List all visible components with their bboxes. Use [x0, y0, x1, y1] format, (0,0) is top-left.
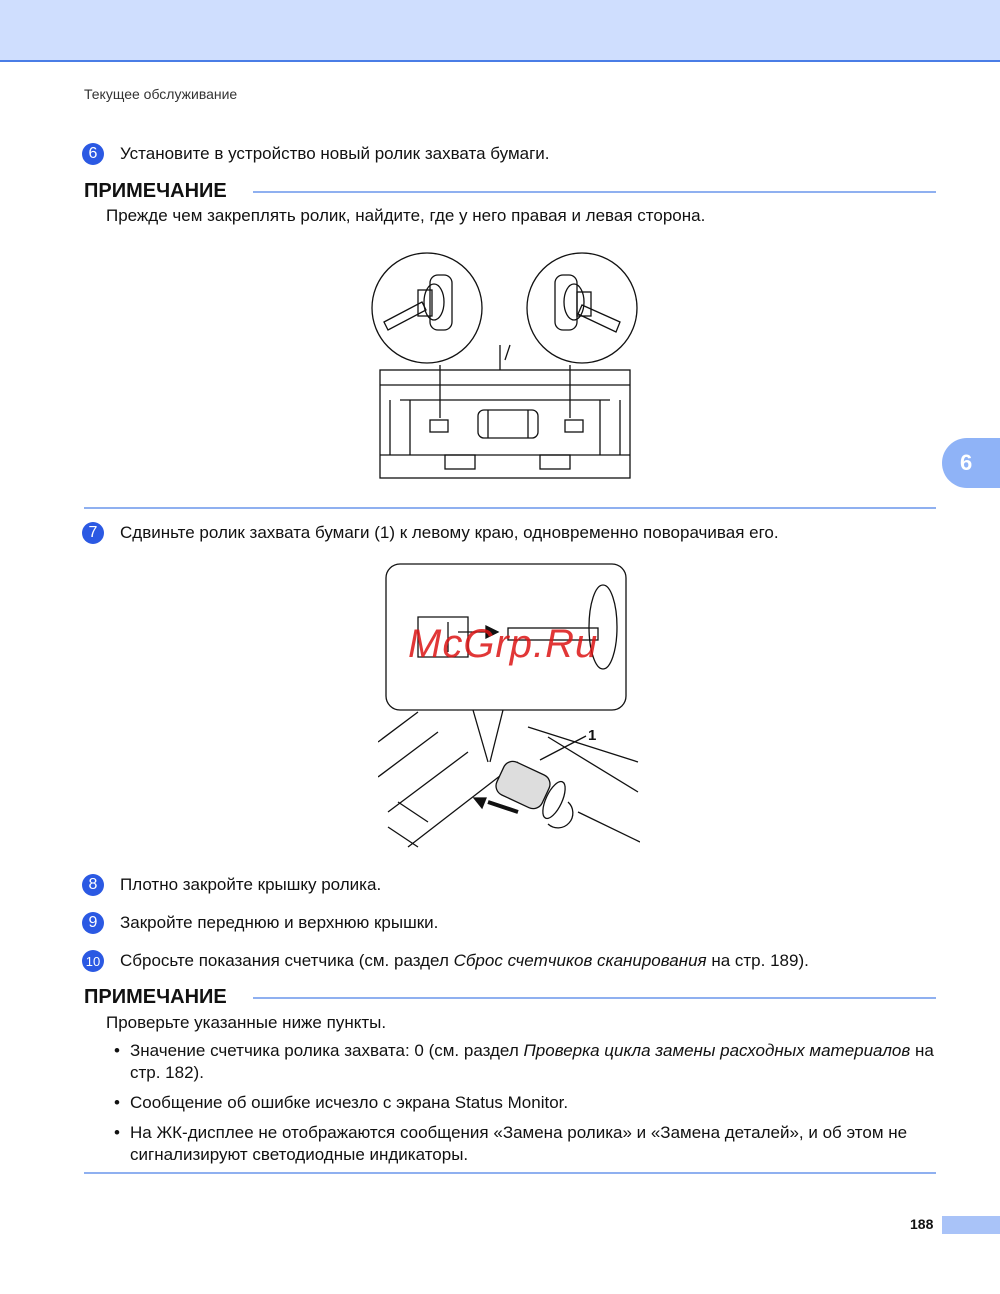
note-text: Прежде чем закреплять ролик, найдите, где у него правая и левая сторона.: [106, 206, 706, 225]
note-label: ПРИМЕЧАНИЕ: [84, 180, 227, 202]
section-divider: [84, 507, 936, 509]
scanner-interior: [378, 712, 640, 847]
roller-orientation-figure: [370, 250, 642, 480]
section-divider: [84, 1172, 936, 1174]
step-number-badge: 7: [82, 522, 104, 544]
step-text: Сбросьте показания счетчика (см. раздел Сброс счетчиков сканирования на стр. 189).: [120, 951, 809, 970]
step-number-badge: 9: [82, 912, 104, 934]
right-detail-circle: [527, 253, 637, 363]
note-label: ПРИМЕЧАНИЕ: [84, 986, 227, 1008]
roller-slide-figure: [378, 562, 640, 848]
page-number-bar: [942, 1216, 1000, 1234]
list-item: • Значение счетчика ролика захвата: 0 (см. раздел Проверка цикла замены расходных материалов на стр. 182).: [114, 1040, 934, 1084]
note-heading: [84, 180, 936, 203]
cross-reference-link[interactable]: Сброс счетчиков сканирования: [453, 951, 707, 970]
list-item: • На ЖК-дисплее не отображаются сообщения «Замена ролика» и «Замена деталей», и об этом не сигнализируют светодиодные индикаторы.: [114, 1122, 934, 1166]
step-7: [82, 522, 779, 544]
note-heading: [84, 986, 936, 1009]
list-item: • Сообщение об ошибке исчезло с экрана Status Monitor.: [114, 1092, 934, 1114]
watermark: McGrp.Ru: [408, 622, 599, 666]
header-band: [0, 0, 1000, 62]
note-rule: [253, 191, 936, 193]
scanner-body-outline: [380, 345, 630, 478]
section-title: Текущее обслуживание: [84, 86, 238, 102]
step-number-badge: 8: [82, 874, 104, 896]
step-6: [82, 143, 550, 165]
cross-reference-link[interactable]: Проверка цикла замены расходных материалов: [523, 1041, 911, 1060]
step-9: [82, 912, 438, 934]
step-8: [82, 874, 381, 896]
note-rule: [253, 997, 936, 999]
step-10: [82, 950, 809, 972]
step-text: Закройте переднюю и верхнюю крышки.: [120, 913, 439, 932]
note-intro: Проверьте указанные ниже пункты.: [106, 1013, 387, 1032]
step-text: Плотно закройте крышку ролика.: [120, 875, 382, 894]
left-detail-circle: [372, 253, 482, 363]
page-number: 188: [910, 1216, 934, 1232]
step-text: Установите в устройство новый ролик захвата бумаги.: [120, 144, 550, 163]
step-text: Сдвиньте ролик захвата бумаги (1) к левому краю, одновременно поворачивая его.: [120, 523, 779, 542]
chapter-tab: 6: [942, 438, 1000, 488]
step-number-badge: 10: [82, 950, 104, 972]
check-list: [114, 1040, 934, 1174]
step-number-badge: 6: [82, 143, 104, 165]
callout-label: 1: [588, 727, 597, 744]
